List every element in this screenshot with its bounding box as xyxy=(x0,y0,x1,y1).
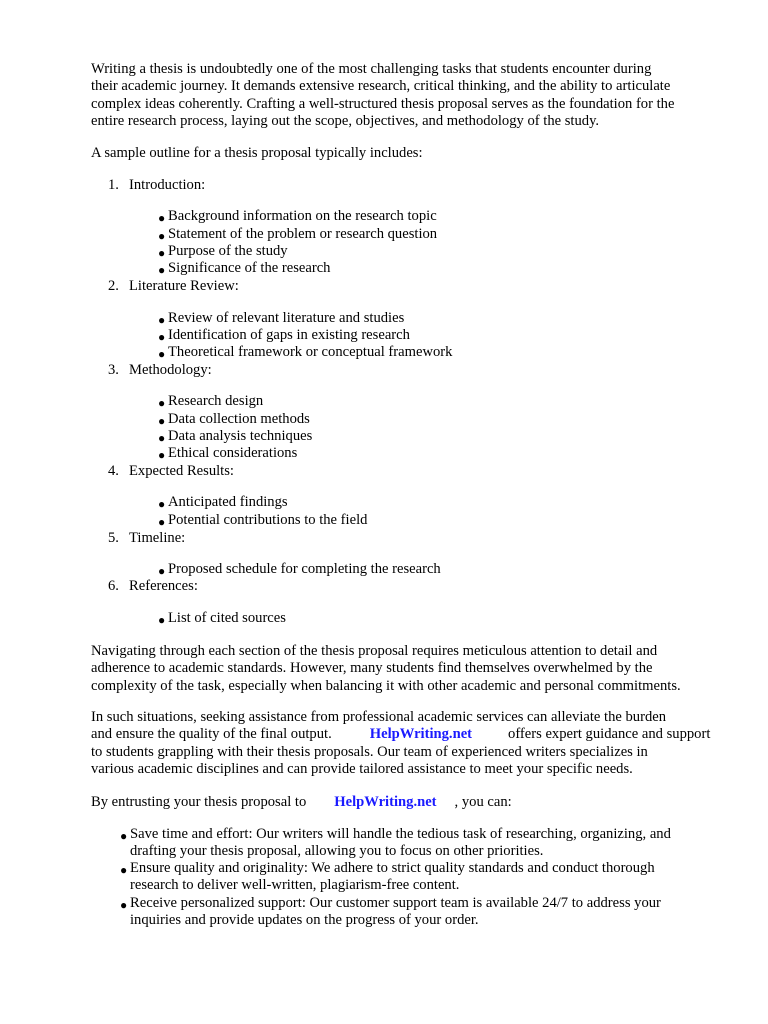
helpwriting-link[interactable]: HelpWriting.net xyxy=(369,726,473,743)
benefit-text: Save time and effort: Our writers will handle the tedious task of researching, organizing, and xyxy=(130,826,671,842)
sub-bullet xyxy=(158,243,288,260)
bullet-icon: ● xyxy=(158,347,166,361)
sub-bullet-text: Statement of the problem or research question xyxy=(168,226,438,242)
sub-bullet xyxy=(158,310,404,327)
outline-item xyxy=(108,530,185,547)
sub-bullet-text: Data analysis techniques xyxy=(168,428,313,444)
outline-item xyxy=(108,463,234,480)
outline-title: Timeline: xyxy=(129,530,186,546)
outline-number: 2. xyxy=(108,278,119,294)
situations-paragraph xyxy=(91,709,731,778)
bullet-icon: ● xyxy=(120,898,128,912)
outline-title: Literature Review: xyxy=(129,278,239,294)
sub-bullet xyxy=(158,610,286,627)
benefit-continuation: research to deliver well-written, plagiarism-free content. xyxy=(130,877,460,893)
bullet-icon: ● xyxy=(120,863,128,877)
paragraph-line: various academic disciplines and can provide tailored assistance to meet your specific needs. xyxy=(91,760,633,777)
intro-line: their academic journey. It demands extensive research, critical thinking, and the ability to articulate xyxy=(91,78,671,95)
paragraph-text: offers expert guidance and support xyxy=(508,726,711,743)
sub-bullet-text: Anticipated findings xyxy=(168,494,288,510)
sub-bullet-text: Background information on the research topic xyxy=(168,208,437,224)
sub-bullet-text: Significance of the research xyxy=(168,260,331,276)
intro-line: entire research process, laying out the scope, objectives, and methodology of the study. xyxy=(91,112,600,129)
intro-line: complex ideas coherently. Crafting a well-structured thesis proposal serves as the foundation for the xyxy=(91,95,675,112)
benefit-item xyxy=(120,860,655,877)
entrust-text: By entrusting your thesis proposal to xyxy=(91,794,307,810)
sub-bullet xyxy=(158,327,410,344)
outline-number: 1. xyxy=(108,177,119,193)
bullet-icon: ● xyxy=(158,229,166,243)
sub-bullet xyxy=(158,393,263,410)
bullet-icon: ● xyxy=(158,313,166,327)
outline-number: 6. xyxy=(108,578,119,594)
benefit-item xyxy=(120,895,661,912)
sub-bullet xyxy=(158,512,367,529)
bullet-icon: ● xyxy=(158,613,166,627)
benefit-continuation: drafting your thesis proposal, allowing you to focus on other priorities. xyxy=(130,843,544,859)
benefit-text: Ensure quality and originality: We adhere to strict quality standards and conduct thorough xyxy=(130,860,655,876)
sub-bullet-text: Ethical considerations xyxy=(168,445,298,461)
outline-item xyxy=(108,278,239,295)
outline-item xyxy=(108,362,212,379)
paragraph-line: to students grappling with their thesis proposals. Our team of experienced writers specializes in xyxy=(91,743,648,760)
sub-bullet-text: Theoretical framework or conceptual framework xyxy=(168,344,453,360)
sub-bullet xyxy=(158,445,297,462)
sub-bullet-text: Research design xyxy=(168,393,264,409)
outline-number: 5. xyxy=(108,530,119,546)
sub-bullet xyxy=(158,260,330,277)
benefit-continuation: inquiries and provide updates on the progress of your order. xyxy=(130,912,479,928)
bullet-icon: ● xyxy=(158,396,166,410)
paragraph-line: Navigating through each section of the thesis proposal requires meticulous attention to detail and xyxy=(91,643,658,659)
outline-title: Expected Results: xyxy=(129,463,234,479)
sub-bullet xyxy=(158,344,452,361)
sub-bullet-text: List of cited sources xyxy=(168,610,286,626)
intro-paragraph xyxy=(91,61,731,130)
outline-item xyxy=(108,177,205,194)
paragraph-text: and ensure the quality of the final output. xyxy=(91,726,332,743)
bullet-icon: ● xyxy=(158,414,166,428)
sub-bullet xyxy=(158,561,441,578)
sub-bullet-text: Purpose of the study xyxy=(168,243,288,259)
sub-bullet xyxy=(158,208,437,225)
entrust-text: , you can: xyxy=(454,794,512,810)
outline-title: Methodology: xyxy=(129,362,212,378)
paragraph-line: In such situations, seeking assistance from professional academic services can alleviate the burden xyxy=(91,709,667,725)
paragraph-line: complexity of the task, especially when balancing it with other academic and personal commitments. xyxy=(91,677,681,694)
helpwriting-link[interactable]: HelpWriting.net xyxy=(334,794,437,810)
bullet-icon: ● xyxy=(158,497,166,511)
sub-bullet-text: Potential contributions to the field xyxy=(168,512,368,528)
bullet-icon: ● xyxy=(158,263,166,277)
bullet-icon: ● xyxy=(158,246,166,260)
paragraph-line: adherence to academic standards. However, many students find themselves overwhelmed by the xyxy=(91,660,653,677)
bullet-icon: ● xyxy=(120,829,128,843)
bullet-icon: ● xyxy=(158,211,166,225)
sub-bullet xyxy=(158,428,312,445)
sub-bullet xyxy=(158,494,288,511)
paragraph-line xyxy=(91,726,731,743)
sub-bullet xyxy=(158,411,310,428)
bullet-icon: ● xyxy=(158,564,166,578)
benefit-text: Receive personalized support: Our customer support team is available 24/7 to address your xyxy=(130,895,661,911)
outline-title: Introduction: xyxy=(129,177,206,193)
sub-bullet-text: Proposed schedule for completing the research xyxy=(168,561,441,577)
outline-number: 4. xyxy=(108,463,119,479)
outline-title: References: xyxy=(129,578,198,594)
sub-bullet-text: Review of relevant literature and studies xyxy=(168,310,405,326)
sub-bullet xyxy=(158,226,437,243)
bullet-icon: ● xyxy=(158,330,166,344)
benefit-item xyxy=(120,826,671,843)
bullet-icon: ● xyxy=(158,448,166,462)
navigating-paragraph xyxy=(91,643,731,695)
outline-item xyxy=(108,578,198,595)
sub-bullet-text: Data collection methods xyxy=(168,411,310,427)
bullet-icon: ● xyxy=(158,431,166,445)
bullet-icon: ● xyxy=(158,515,166,529)
entrust-line xyxy=(91,794,731,811)
outline-intro: A sample outline for a thesis proposal typically includes: xyxy=(91,145,423,161)
outline-number: 3. xyxy=(108,362,119,378)
sub-bullet-text: Identification of gaps in existing research xyxy=(168,327,410,343)
intro-line: Writing a thesis is undoubtedly one of the most challenging tasks that students encounter during xyxy=(91,61,652,77)
